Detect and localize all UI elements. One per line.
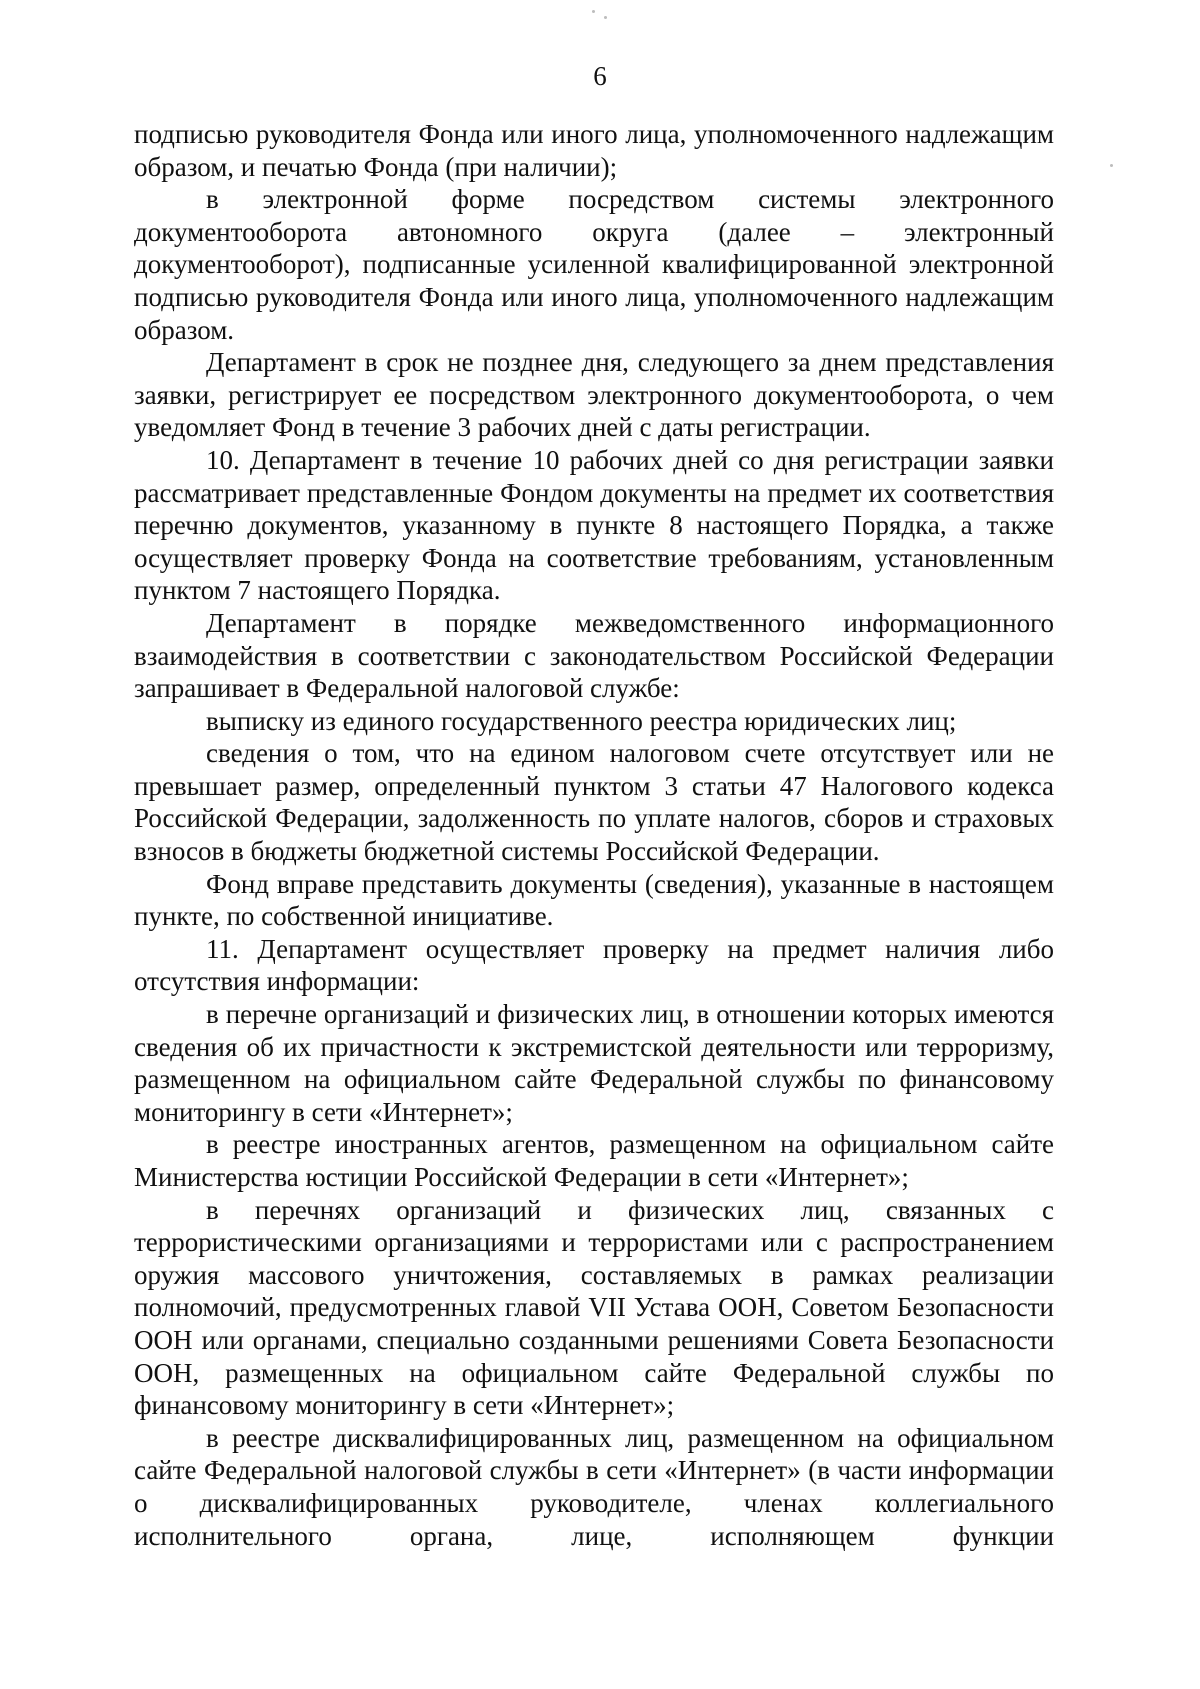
paragraph: Департамент в срок не позднее дня, следующего за днем представления заявки, регистрирует ее посредством электронного документооборота, о чем уведомляет Фонд в течение 3 рабочих дней с даты регистрации. xyxy=(134,347,1054,443)
paragraph: в перечне организаций и физических лиц, в отношении которых имеются сведения об их причастности к экстремистской деятельности или терроризму, размещенном на официальном сайте Федеральной службы по финансовому мониторингу в сети «Интернет»; xyxy=(134,999,1054,1127)
paragraph: Фонд вправе представить документы (сведения), указанные в настоящем пункте, по собственной инициативе. xyxy=(134,868,1054,932)
document-body xyxy=(134,118,1054,1552)
paragraph: 11. Департамент осуществляет проверку на предмет наличия либо отсутствия информации: xyxy=(134,933,1054,997)
paragraph: в реестре дисквалифицированных лиц, размещенном на официальном сайте Федеральной налоговой службы в сети «Интернет» (в части информации о дисквалифицированных руководителе, членах коллегиального исполнительного органа, лице, исполняющем функции xyxy=(134,1422,1054,1551)
scan-artifact xyxy=(604,16,607,19)
paragraph: 10. Департамент в течение 10 рабочих дней со дня регистрации заявки рассматривает представленные Фондом документы на предмет их соответствия перечню документов, указанному в пункте 8 настоящего Порядка, а также осуществляет проверку Фонда на соответствие требованиям, установленным пунктом 7 настоящего Порядка. xyxy=(134,444,1054,606)
paragraph: выписку из единого государственного реестра юридических лиц; xyxy=(206,705,957,736)
paragraph: сведения о том, что на едином налоговом счете отсутствует или не превышает размер, определенный пунктом 3 статьи 47 Налогового кодекса Российской Федерации, задолженность по уплате налогов, сборов и страховых взносов в бюджеты бюджетной системы Российской Федерации. xyxy=(134,738,1054,867)
paragraph: Департамент в порядке межведомственного информационного взаимодействия в соответствии с законодательством Российской Федерации запрашивает в Федеральной налоговой службе: xyxy=(134,607,1054,704)
scan-artifact xyxy=(592,10,595,13)
paragraph: в реестре иностранных агентов, размещенном на официальном сайте Министерства юстиции Российской Федерации в сети «Интернет»; xyxy=(134,1129,1054,1192)
paragraph: в перечнях организаций и физических лиц, связанных с террористическими организациями и террористами или с распространением оружия массового уничтожения, составляемых в рамках реализации полномочий, предусмотренных главой VII Устава ООН, Советом Безопасности ООН или органами, специально созданными решениями Совета Безопасности ООН, размещенных на официальном сайте Федеральной службы по финансовому мониторингу в сети «Интернет»; xyxy=(134,1194,1054,1421)
paragraph: подписью руководителя Фонда или иного лица, уполномоченного надлежащим образом, и печатью Фонда (при наличии); xyxy=(134,119,1054,182)
scan-artifact xyxy=(1110,164,1113,167)
page-number: 6 xyxy=(593,61,607,91)
paragraph: в электронной форме посредством системы электронного документооборота автономного округа (далее – электронный документооборот), подписанные усиленной квалифицированной электронной подписью руководителя Фонда или иного лица, уполномоченного надлежащим образом. xyxy=(134,184,1054,345)
